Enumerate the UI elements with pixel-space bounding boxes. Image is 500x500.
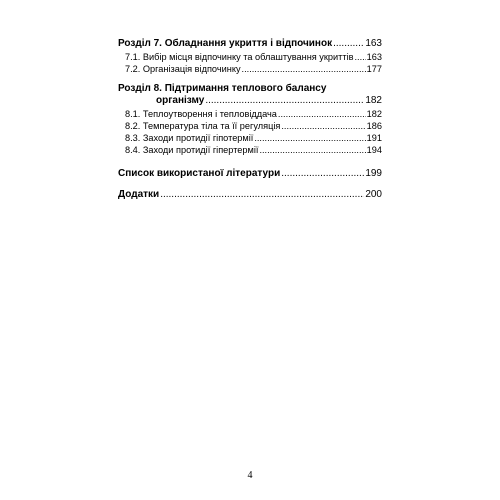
toc-entry-8-4 <box>118 144 382 156</box>
toc-entry-8-3 <box>118 132 382 144</box>
dot-leader <box>278 108 366 120</box>
toc-entry-title: організму <box>156 95 205 106</box>
dot-leader <box>281 120 365 132</box>
toc-entry-7-1 <box>118 51 382 63</box>
toc-entry-title: 8.2. Температура тіла та її регуляція <box>125 120 281 131</box>
toc-entry-section-7 <box>118 38 382 51</box>
dot-leader <box>259 144 365 156</box>
page-number: 4 <box>247 470 253 481</box>
dot-leader <box>160 189 364 202</box>
dot-leader <box>242 63 366 75</box>
toc-entry-appendices <box>118 189 382 202</box>
table-of-contents <box>118 38 382 202</box>
toc-entry-section-8-line1: Розділ 8. Підтримання теплового балансу <box>118 82 327 94</box>
dot-leader <box>205 95 364 108</box>
toc-entry-title: 8.1. Теплоутворення і тепловіддача <box>125 108 277 119</box>
toc-entry-title: Додатки <box>118 189 160 200</box>
toc-entry-page: 163 <box>365 38 382 49</box>
toc-entry-title: 8.3. Заходи протидії гіпотермії <box>125 132 254 143</box>
toc-entry-7-2 <box>118 63 382 75</box>
toc-entry-title: 7.1. Вибір місця відпочинку та облаштування укриттів <box>125 51 354 62</box>
toc-entry-page: 182 <box>365 95 382 106</box>
toc-entry-page: 186 <box>366 120 382 131</box>
dot-leader <box>333 38 364 51</box>
toc-entry-section-8 <box>118 95 382 108</box>
dot-leader <box>281 168 364 181</box>
toc-entry-page: 194 <box>366 144 382 155</box>
toc-entry-title: Список використаної літератури <box>118 167 281 179</box>
toc-entry-page: 191 <box>366 132 382 143</box>
toc-entry-references <box>118 168 382 181</box>
toc-entry-title: 7.2. Організація відпочинку <box>125 63 241 74</box>
toc-entry-page: 163 <box>366 51 382 62</box>
toc-entry-8-2 <box>118 120 382 132</box>
toc-entry-title: 8.4. Заходи протидії гіпертермії <box>125 144 259 155</box>
toc-entry-8-1 <box>118 108 382 120</box>
dot-leader <box>254 132 365 144</box>
dot-leader <box>355 51 366 63</box>
toc-entry-page: 200 <box>365 189 382 200</box>
toc-entry-page: 182 <box>366 108 382 119</box>
toc-entry-page: 177 <box>366 63 382 74</box>
toc-entry-title: Розділ 7. Обладнання укриття і відпочинок <box>118 38 333 49</box>
toc-entry-page: 199 <box>365 167 382 179</box>
